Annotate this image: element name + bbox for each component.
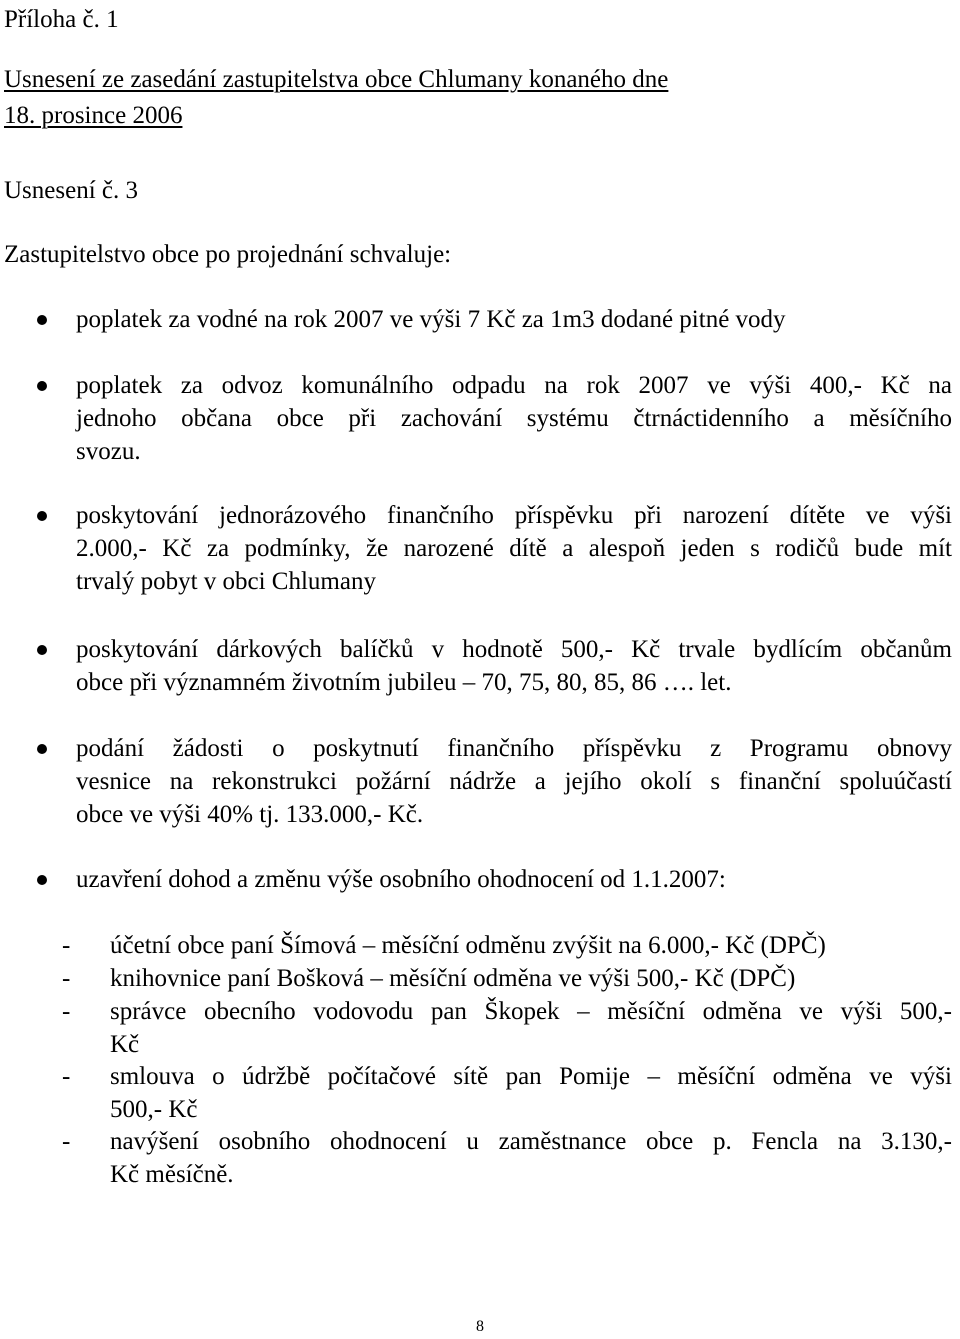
dash-item-line: knihovnice paní Bošková – měsíční odměna ve výši 500,- Kč (DPČ) bbox=[110, 965, 796, 992]
list-item-line: poplatek za vodné na rok 2007 ve výši 7 Kč za 1m3 dodané pitné vody bbox=[76, 306, 786, 333]
list-item-line: svozu. bbox=[76, 438, 141, 465]
dash-item-text bbox=[110, 962, 952, 995]
list-item-text bbox=[76, 732, 952, 831]
list-item-text bbox=[76, 303, 952, 336]
bullet-icon bbox=[37, 875, 47, 885]
list-item-text bbox=[76, 633, 952, 699]
dash-item-line: navýšení osobního ohodnocení u zaměstnance obce p. Fencla na 3.130,- bbox=[110, 1128, 952, 1155]
dash-item-text bbox=[110, 1125, 952, 1191]
dash-item-text bbox=[110, 1060, 952, 1126]
document-title bbox=[4, 62, 958, 134]
list-item-line: 2.000,- Kč za podmínky, že narozené dítě a alespoň jeden s rodičů bude mít bbox=[76, 535, 952, 562]
list-item-text bbox=[76, 499, 952, 598]
dash-item-line: smlouva o údržbě počítačové sítě pan Pomije – měsíční odměna ve výši bbox=[110, 1063, 952, 1090]
resolution-number: Usnesení č. 3 bbox=[4, 177, 138, 204]
list-item-line: poskytování jednorázového finančního příspěvku při narození dítěte ve výši bbox=[76, 502, 952, 529]
list-item-text bbox=[76, 369, 952, 468]
dash-item-line: správce obecního vodovodu pan Škopek – měsíční odměna ve výši 500,- bbox=[110, 998, 952, 1025]
dash-marker: - bbox=[62, 998, 71, 1025]
list-item-line: jednoho občana obce při zachování systému čtrnáctidenního a měsíčního bbox=[76, 405, 952, 432]
list-item-text bbox=[76, 863, 952, 896]
dash-marker: - bbox=[62, 932, 71, 959]
dash-item-line: účetní obce paní Šímová – měsíční odměnu zvýšit na 6.000,- Kč (DPČ) bbox=[110, 932, 826, 959]
page-number: 8 bbox=[476, 1318, 484, 1335]
dash-marker: - bbox=[62, 965, 71, 992]
dash-item-line: Kč bbox=[110, 1031, 140, 1058]
title-line-1: Usnesení ze zasedání zastupitelstva obce Chlumany konaného dne bbox=[4, 66, 669, 93]
list-item-line: obce ve výši 40% tj. 133.000,- Kč. bbox=[76, 801, 424, 828]
list-item-line: poplatek za odvoz komunálního odpadu na rok 2007 ve výši 400,- Kč na bbox=[76, 372, 952, 399]
dash-marker: - bbox=[62, 1128, 71, 1155]
bullet-icon bbox=[37, 645, 47, 655]
list-item-line: obce při významném životním jubileu – 70, 75, 80, 85, 86 …. let. bbox=[76, 669, 732, 696]
list-item-line: uzavření dohod a změnu výše osobního ohodnocení od 1.1.2007: bbox=[76, 866, 726, 893]
list-item-line: trvalý pobyt v obci Chlumany bbox=[76, 568, 376, 595]
bullet-icon bbox=[37, 381, 47, 391]
list-item-line: vesnice na rekonstrukci požární nádrže a jejího okolí s finanční spoluúčastí bbox=[76, 768, 952, 795]
bullet-icon bbox=[37, 744, 47, 754]
intro-text: Zastupitelstvo obce po projednání schvaluje: bbox=[4, 241, 452, 268]
dash-item-line: 500,- Kč bbox=[110, 1096, 198, 1123]
dash-item-line: Kč měsíčně. bbox=[110, 1161, 234, 1188]
bullet-icon bbox=[37, 315, 47, 325]
annex-label: Příloha č. 1 bbox=[4, 6, 119, 33]
list-item-line: poskytování dárkových balíčků v hodnotě 500,- Kč trvale bydlícím občanům bbox=[76, 636, 952, 663]
bullet-icon bbox=[37, 511, 47, 521]
dash-item-text bbox=[110, 995, 952, 1061]
dash-marker: - bbox=[62, 1063, 71, 1090]
title-line-2: 18. prosince 2006 bbox=[4, 102, 183, 129]
dash-item-text bbox=[110, 929, 952, 962]
list-item-line: podání žádosti o poskytnutí finančního příspěvku z Programu obnovy bbox=[76, 735, 952, 762]
